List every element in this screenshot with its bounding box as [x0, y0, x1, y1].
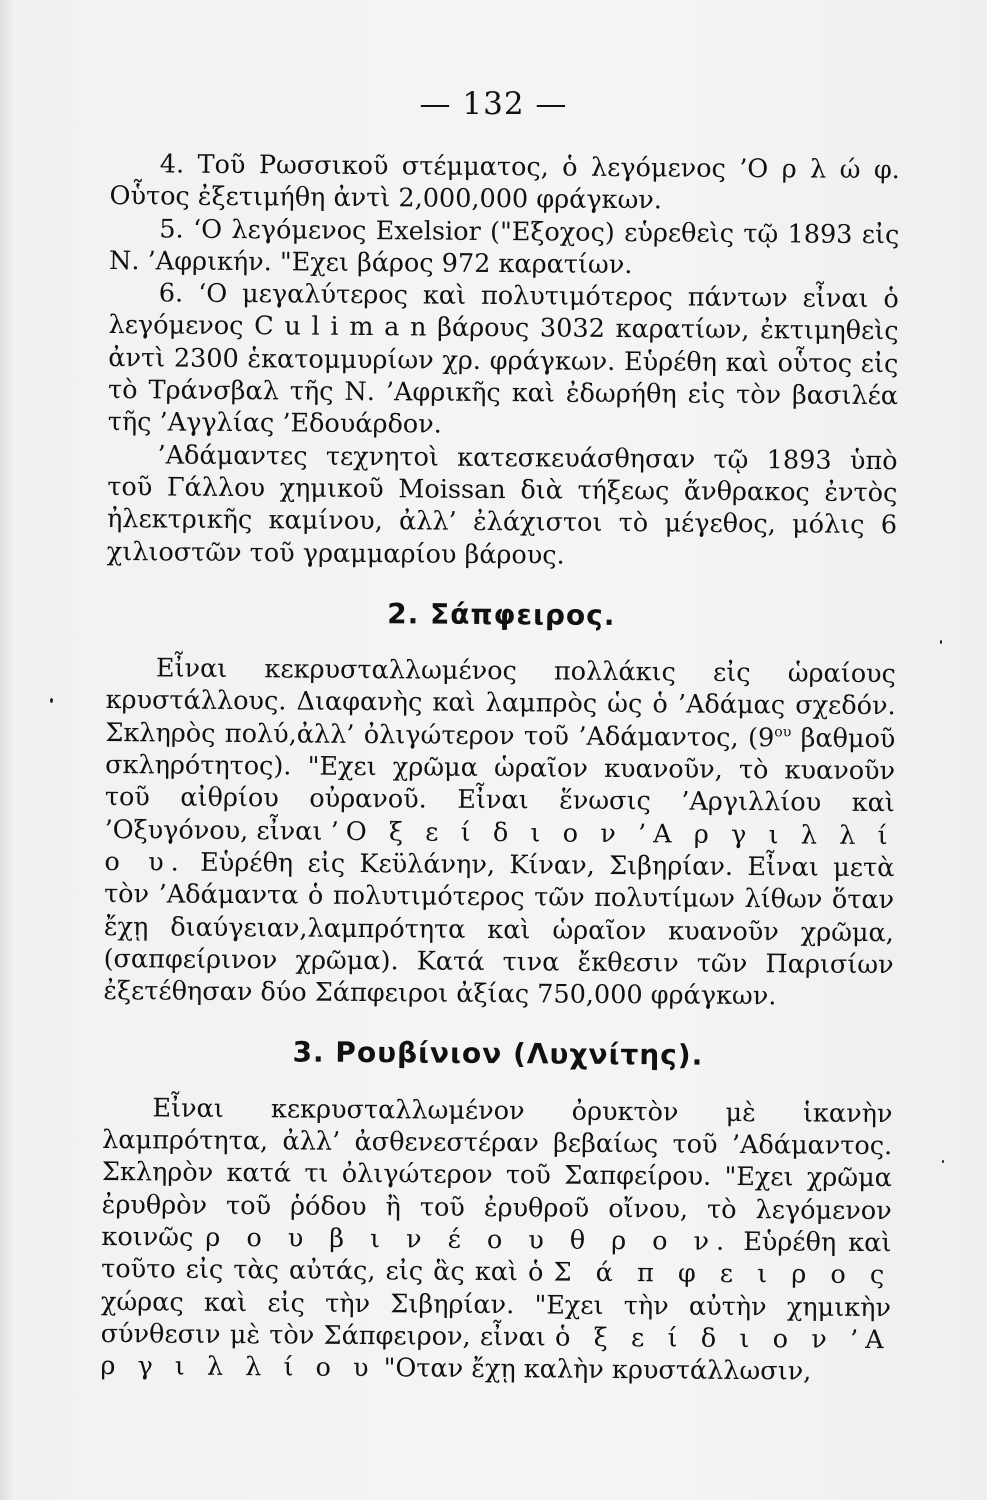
ordinal-superscript: ου: [774, 723, 792, 741]
section-heading-ruby: 3. Ρουβίνιον (Λυχνίτης).: [292, 1035, 704, 1073]
list-item-4: 4. Τοῦ Ρωσσικοῦ στέμματος, ὁ λεγόμενος ’Ο ρ λ ώ φ. Οὗτος ἐξετιμήθη ἀντὶ 2,000,000 φράγκων.: [109, 149, 900, 216]
section-heading-sapphire: 2. Σάπφειρος.: [387, 597, 616, 632]
ruby-text-1: Εἶναι κεκρυσταλλωμένον ὀρυκτὸν μὲ ἱκανὴν λαμπρότητα, ἀλλ’ ἀσθενεστέραν βεβαίως τοῦ ’Αδάμαντος. Σκληρὸν κατά τι ὀλιγώτερον τοῦ Σαπφείρου. "Εχει χρῶμα ἐρυθρὸν τοῦ ῥόδου ἢ τοῦ ἐρυθροῦ οἴνου, τὸ λεγόμενον κοινῶς: [101, 1093, 893, 1253]
sapphire-text-3: Εὑρέθη εἰς Κεϋλάνην, Κίναν, Σιβηρίαν. Εἶναι μετὰ τὸν ’Αδάμαντα ὁ πολυτιμότερος τῶν πολυτίμων λίθων ὅταν ἔχῃ διαύγειαν,λαμπρότητα καὶ ὡραῖον κυανοῦν χρῶμα, (σαπφείρινον χρῶμα). Κατά τινα ἔκθεσιν τῶν Παρισίων ἐξετέθησαν δύο Σάπφειροι ἀξίας 750,000 φράγκων.: [103, 847, 895, 1012]
page-number: — 132 —: [419, 86, 568, 122]
aluminium-oxide-term: ὁ ξ ε ί δ ι ο ν ’Α ρ γ ι λ λ ί ο υ: [100, 1322, 891, 1384]
ruby-text-4: "Οταν ἔχῃ καλὴν κρυστάλλωσιν,: [375, 1353, 812, 1387]
ruby-common-name: ρ ο υ β ι ν έ ο υ θ ρ ο ν.: [205, 1222, 732, 1257]
ink-speck: [50, 698, 53, 703]
sapphire-text-1: Εἶναι κεκρυσταλλωμένος πολλάκις εἰς ὡραίους κρυστάλλους. Διαφανὴς καὶ λαμπρὸς ὡς ὁ ’Αδάμας σχεδόν. Σκληρὸς πολύ,ἀλλ’ ὀλιγώτερον τοῦ ’Αδάμαντος, (9: [105, 653, 897, 753]
ink-speck: [940, 640, 942, 644]
list-item-5: 5. ‘Ο λεγόμενος Exelsior ("Εξοχος) εὑρεθεὶς τῷ 1893 εἰς Ν. ’Αφρικήν. "Εχει βάρος 972 καρατίων.: [108, 213, 900, 280]
sapphire-text-2: βαθμοῦ σκληρότητος). "Εχει χρῶμα ὡραῖον κυανοῦν, τὸ κυανοῦν τοῦ αἰθρίου οὐρανοῦ. Εἶναι ἕνωσις ’Αργιλλίου καὶ ’Οξυγόνου, εἶναι: [104, 723, 896, 847]
ink-speck: [942, 1160, 944, 1163]
list-item-6: 6. ‘Ο μεγαλύτερος καὶ πολυτιμότερος πάντων εἶναι ὁ λεγόμενος C u l i m a n βάρους 3032 καρατίων, ἐκτιμηθεὶς ἀντὶ 2300 ἑκατομμυρίων χρ. φράγκων. Εὑρέθη καὶ οὗτος εἰς τὸ Τράνσβαλ τῆς Ν. ’Αφρικῆς καὶ ἐδωρήθη εἰς τὸν βασιλέα τῆς ’Αγγλίας ’Εδουάρδον.: [107, 278, 899, 440]
oxide-term: ’Ο ξ ε ί δ ι ο ν ’Α ρ γ ι λ λ ί ο υ.: [104, 816, 895, 878]
ruby-paragraph: [100, 1092, 892, 1389]
ruby-text-2: Εὑρέθη καὶ τοῦτο εἰς τὰς αὐτάς, εἰς ἃς καὶ ὁ: [101, 1226, 892, 1288]
artificial-diamonds-paragraph: ’Αδάμαντες τεχνητοὶ κατεσκευάσθησαν τῷ 1893 ὑπὸ τοῦ Γάλλου χημικοῦ Moissan διὰ τήξεως ἄνθρακος ἐντὸς ἠλεκτρικῆς καμίνου, ἀλλ’ ἐλάχιστοι τὸ μέγεθος, μόλις 6 χιλιοστῶν τοῦ γραμμαρίου βάρους.: [106, 440, 898, 571]
ruby-text-3: χώρας καὶ εἰς τὴν Σιβηρίαν. "Εχει τὴν αὐτὴν χημικὴν σύνθεσιν μὲ τὸν Σάπφειρον, εἶναι: [100, 1286, 892, 1353]
sapphire-term: Σ ά π φ ε ι ρ ο ς: [553, 1257, 892, 1291]
page-body: [100, 148, 900, 1389]
sapphire-paragraph: [103, 652, 896, 1013]
